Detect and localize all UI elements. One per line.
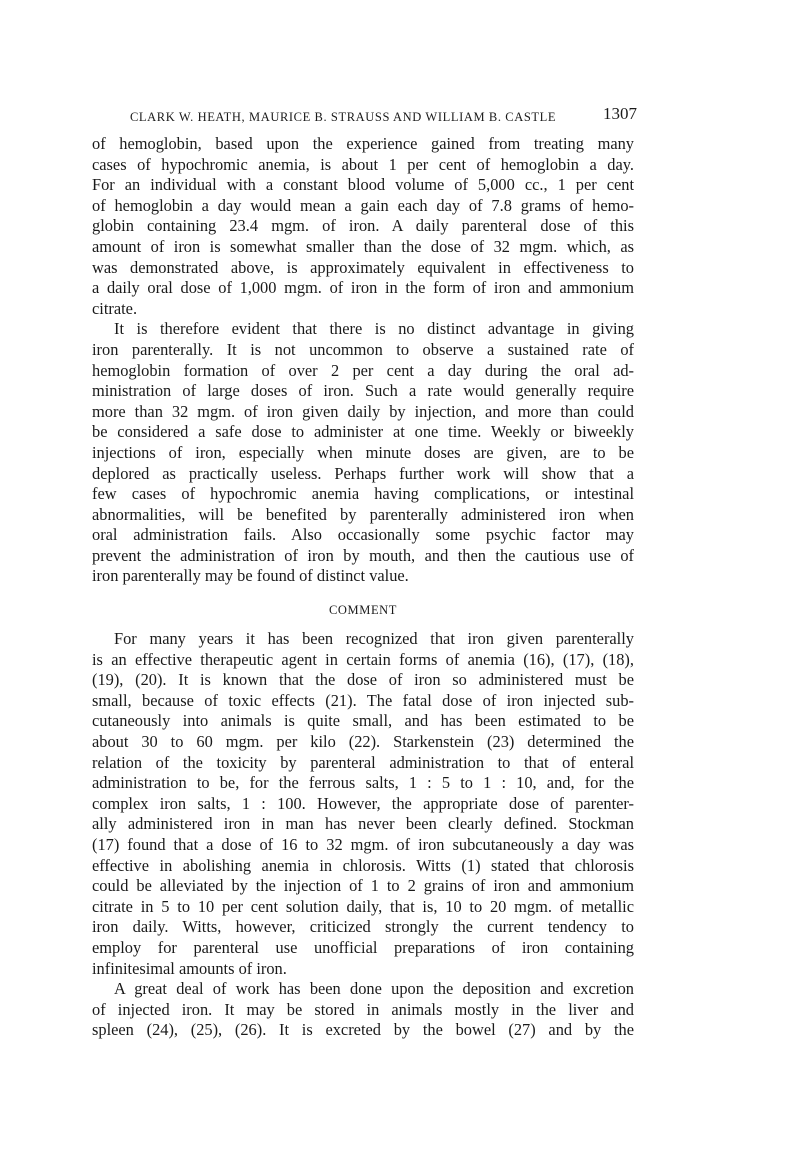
- running-head-authors: CLARK W. HEATH, MAURICE B. STRAUSS AND WILLIAM B. CASTLE: [130, 110, 557, 124]
- text-line: A great deal of work has been done upon the deposition and excretion: [114, 979, 634, 999]
- text-line: small, because of toxic effects (21). The fatal dose of iron injected sub-: [92, 690, 634, 710]
- text-line: hemoglobin formation of over 2 per cent a day during the oral ad-: [92, 360, 634, 380]
- text-line: few cases of hypochromic anemia having complications, or intestinal: [92, 484, 634, 504]
- text-line: prevent the administration of iron by mouth, and then the cautious use of: [92, 545, 634, 565]
- text-line: more than 32 mgm. of iron given daily by injection, and more than could: [92, 401, 634, 421]
- text-line: administration to be, for the ferrous salts, 1 : 5 to 1 : 10, and, for the: [92, 773, 634, 793]
- text-line: of hemoglobin a day would mean a gain each day of 7.8 grams of hemo-: [92, 195, 634, 215]
- text-line: iron daily. Witts, however, criticized strongly the current tendency to: [92, 917, 634, 937]
- text-line: complex iron salts, 1 : 100. However, the appropriate dose of parenter-: [92, 793, 634, 813]
- text-line: globin containing 23.4 mgm. of iron. A daily parenteral dose of this: [92, 216, 634, 236]
- text-line: For an individual with a constant blood volume of 5,000 cc., 1 per cent: [92, 175, 634, 195]
- text-line: cutaneously into animals is quite small, and has been estimated to be: [92, 711, 634, 731]
- text-line: oral administration fails. Also occasionally some psychic factor may: [92, 525, 634, 545]
- text-line: (19), (20). It is known that the dose of iron so administered must be: [92, 670, 634, 690]
- text-line: effective in abolishing anemia in chlorosis. Witts (1) stated that chlorosis: [92, 855, 634, 875]
- text-line: a daily oral dose of 1,000 mgm. of iron in the form of iron and ammonium: [92, 278, 634, 298]
- paragraph-4: [92, 979, 634, 1041]
- text-line: is an effective therapeutic agent in certain forms of anemia (16), (17), (18),: [92, 649, 634, 669]
- paragraph-3: [92, 629, 634, 979]
- text-line: be considered a safe dose to administer at one time. Weekly or biweekly: [92, 422, 634, 442]
- text-line: amount of iron is somewhat smaller than the dose of 32 mgm. which, as: [92, 236, 634, 256]
- text-line: (17) found that a dose of 16 to 32 mgm. of iron subcutaneously a day was: [92, 835, 634, 854]
- text-line: For many years it has been recognized that iron given parenterally: [114, 629, 634, 649]
- text-line: of injected iron. It may be stored in animals mostly in the liver and: [92, 999, 634, 1019]
- running-head: [92, 98, 637, 134]
- paragraph-2: [92, 319, 634, 587]
- section-heading: COMMENT: [328, 603, 398, 618]
- text-line: relation of the toxicity by parenteral administration to that of enteral: [92, 752, 634, 772]
- text-line: cases of hypochromic anemia, is about 1 per cent of hemoglobin a day.: [92, 154, 634, 174]
- text-line: about 30 to 60 mgm. per kilo (22). Starkenstein (23) determined the: [92, 732, 634, 752]
- text-line: injections of iron, especially when minute doses are given, are to be: [92, 442, 634, 462]
- text-line: was demonstrated above, is approximately equivalent in effectiveness to: [92, 257, 634, 277]
- text-line: It is therefore evident that there is no distinct advantage in giving: [114, 319, 634, 339]
- paragraph-1: [92, 134, 634, 319]
- text-line: ministration of large doses of iron. Such a rate would generally require: [92, 381, 634, 401]
- text-line: could be alleviated by the injection of 1 to 2 grains of iron and ammonium: [92, 876, 634, 896]
- text-line: deplored as practically useless. Perhaps further work will show that a: [92, 463, 634, 483]
- text-line: citrate in 5 to 10 per cent solution daily, that is, 10 to 20 mgm. of metallic: [92, 896, 634, 916]
- text-line: infinitesimal amounts of iron.: [92, 958, 287, 978]
- text-line: spleen (24), (25), (26). It is excreted by the bowel (27) and by the: [92, 1020, 634, 1040]
- page-body: [92, 98, 637, 1041]
- text-line: ally administered iron in man has never been clearly defined. Stockman: [92, 814, 634, 834]
- text-line: abnormalities, will be benefited by parenterally administered iron when: [92, 504, 634, 524]
- text-line: citrate.: [92, 298, 138, 318]
- text-line: of hemoglobin, based upon the experience gained from treating many: [92, 134, 634, 153]
- page-number: 1307: [603, 104, 637, 123]
- text-line: iron parenterally. It is not uncommon to observe a sustained rate of: [92, 339, 634, 359]
- text-line: iron parenterally may be found of distinct value.: [92, 566, 409, 586]
- text-line: employ for parenteral use unofficial preparations of iron containing: [92, 937, 634, 957]
